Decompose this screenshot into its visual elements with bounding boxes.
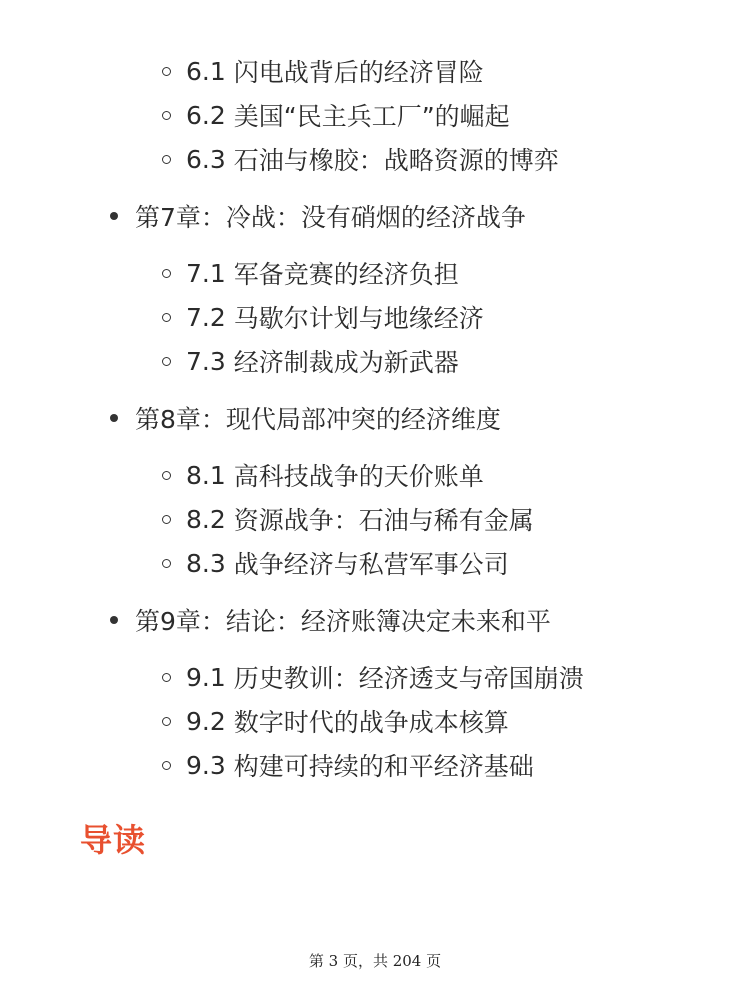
toc-section-6-3[interactable] [162, 139, 559, 179]
disc-bullet-icon [110, 414, 118, 422]
section-number: 9.2 [186, 706, 226, 736]
circle-bullet-icon [162, 67, 171, 76]
circle-bullet-icon [162, 471, 171, 480]
section-heading-guide: 导读 [80, 821, 147, 859]
section-number: 7.3 [186, 346, 226, 376]
section-title: 高科技战争的天价账单 [233, 462, 484, 491]
section-number: 8.1 [186, 460, 226, 490]
section-title: 马歇尔计划与地缘经济 [233, 304, 484, 333]
section-number: 7.2 [186, 302, 226, 332]
section-title: 美国“民主兵工厂”的崛起 [233, 102, 510, 131]
section-number: 8.3 [186, 548, 226, 578]
section-number: 6.1 [186, 56, 226, 86]
section-title: 构建可持续的和平经济基础 [233, 752, 534, 781]
chapter-title: 第7章：冷战：没有硝烟的经济战争 [135, 203, 526, 232]
section-number: 9.1 [186, 662, 226, 692]
toc-section-8-2[interactable] [162, 499, 534, 539]
section-title: 历史教训：经济透支与帝国崩溃 [233, 664, 584, 693]
circle-bullet-icon [162, 155, 171, 164]
toc-section-6-2[interactable] [162, 95, 510, 135]
toc-section-9-2[interactable] [162, 701, 509, 741]
chapter-title: 第8章：现代局部冲突的经济维度 [135, 405, 501, 434]
circle-bullet-icon [162, 761, 171, 770]
toc-section-7-1[interactable] [162, 253, 459, 293]
toc-chapter-9[interactable] [110, 600, 551, 640]
toc-section-7-3[interactable] [162, 341, 459, 381]
toc-chapter-7[interactable] [110, 196, 526, 236]
toc-section-6-1[interactable] [162, 51, 484, 91]
section-title: 闪电战背后的经济冒险 [233, 58, 484, 87]
circle-bullet-icon [162, 357, 171, 366]
section-number: 6.2 [186, 100, 226, 130]
toc-section-9-3[interactable] [162, 745, 534, 785]
circle-bullet-icon [162, 515, 171, 524]
section-title: 资源战争：石油与稀有金属 [233, 506, 534, 535]
section-title: 石油与橡胶：战略资源的博弈 [233, 146, 559, 175]
section-title: 战争经济与私营军事公司 [233, 550, 509, 579]
section-number: 7.1 [186, 258, 226, 288]
chapter-title: 第9章：结论：经济账簿决定未来和平 [135, 607, 551, 636]
section-title: 经济制裁成为新武器 [233, 348, 459, 377]
toc-section-7-2[interactable] [162, 297, 484, 337]
section-number: 6.3 [186, 144, 226, 174]
circle-bullet-icon [162, 559, 171, 568]
section-title: 军备竞赛的经济负担 [233, 260, 459, 289]
circle-bullet-icon [162, 313, 171, 322]
toc-section-9-1[interactable] [162, 657, 584, 697]
circle-bullet-icon [162, 111, 171, 120]
page-number-footer: 第 3 页，共 204 页 [308, 952, 442, 970]
section-title: 数字时代的战争成本核算 [233, 708, 509, 737]
toc-chapter-8[interactable] [110, 398, 501, 438]
circle-bullet-icon [162, 673, 171, 682]
circle-bullet-icon [162, 717, 171, 726]
toc-section-8-3[interactable] [162, 543, 509, 583]
section-number: 8.2 [186, 504, 226, 534]
circle-bullet-icon [162, 269, 171, 278]
section-number: 9.3 [186, 750, 226, 780]
disc-bullet-icon [110, 212, 118, 220]
disc-bullet-icon [110, 616, 118, 624]
toc-section-8-1[interactable] [162, 455, 484, 495]
